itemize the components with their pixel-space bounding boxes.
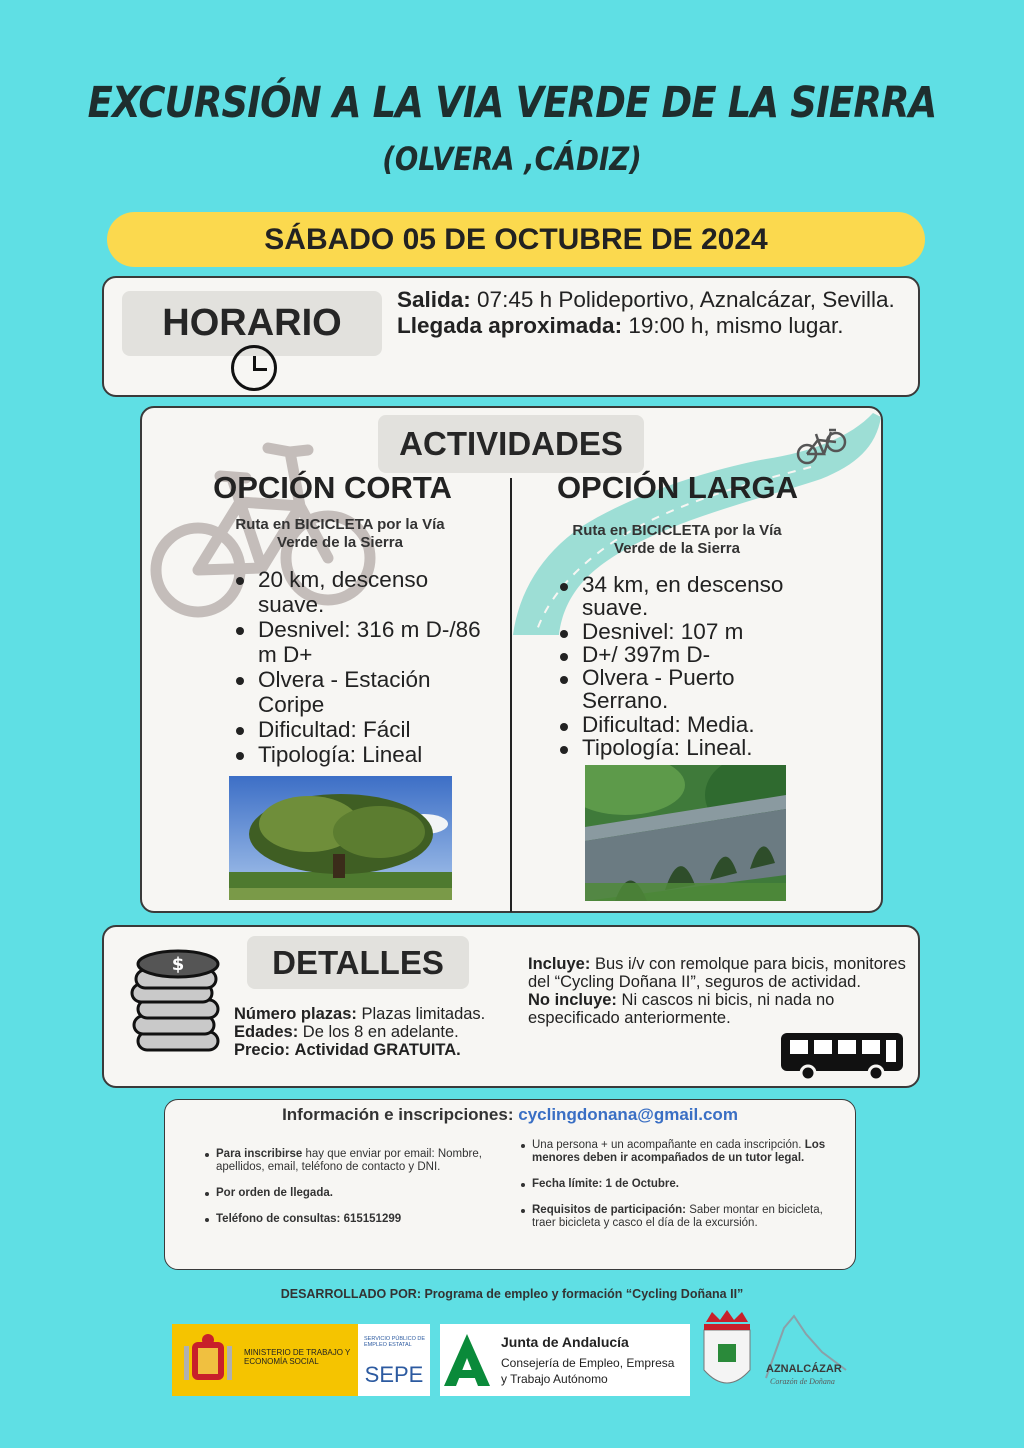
svg-text:$: $: [171, 954, 185, 975]
list-item: Requisitos de participación: Saber montar en bicicleta, traer bicicleta y casco el día de la excursión.: [518, 1204, 833, 1230]
aznalcazar-logo: [758, 1308, 866, 1396]
detalles-left: [234, 1005, 524, 1059]
aznalcazar-text: AZNALCÁZAR: [766, 1363, 842, 1375]
plazas-text: Plazas limitadas.: [361, 1005, 486, 1023]
junta-sub1: Consejería de Empleo, Empresa: [501, 1356, 675, 1370]
no-incluye-label: No incluye:: [528, 991, 617, 1009]
junta-title: Junta de Andalucía: [501, 1334, 629, 1350]
page-subtitle: (OLVERA ,CÁDIZ): [382, 140, 642, 178]
actividades-heading: ACTIVIDADES: [378, 415, 644, 473]
info-heading-label: Información e inscripciones:: [282, 1105, 514, 1124]
detalles-heading: DETALLES: [247, 936, 469, 989]
developed-by: DESARROLLADO POR: Programa de empleo y formación “Cycling Doñana II”: [280, 1287, 744, 1301]
list-item: Una persona + un acompañante en cada inscripción. Los menores deben ir acompañados de un tutor legal.: [518, 1139, 833, 1165]
municipal-shield-icon: [700, 1310, 754, 1398]
list-item: Teléfono de consultas: 615151299: [202, 1213, 512, 1226]
sepe-text: SEPE: [364, 1362, 424, 1387]
info-right-list: [518, 1139, 833, 1243]
precio-label: Precio:: [234, 1041, 290, 1059]
plazas-label: Número plazas:: [234, 1005, 357, 1023]
info-heading: [164, 1105, 856, 1125]
opcion-larga-route: Ruta en BICICLETA por la Vía Verde de la Sierra: [572, 522, 782, 557]
list-item: Tipología: Lineal: [234, 742, 494, 767]
list-item: Dificultad: Media.: [558, 713, 808, 736]
list-item: Fecha límite: 1 de Octubre.: [518, 1178, 833, 1191]
info-left-list: [202, 1148, 512, 1239]
list-item: Dificultad: Fácil: [234, 717, 494, 742]
junta-andalucia-logo: [440, 1324, 690, 1396]
junta-a-icon: [442, 1330, 492, 1390]
opcion-larga-list: [558, 573, 808, 759]
incluye-text: Bus i/v con remolque para bicis, monitores del “Cycling Doñana II”, seguros de actividad.: [528, 955, 906, 991]
ministerio-text: MINISTERIO DE TRABAJO Y ECONOMÍA SOCIAL: [244, 1348, 351, 1366]
edades-label: Edades:: [234, 1023, 299, 1041]
tree-photo: [229, 776, 452, 900]
sepe-small-text: SERVICIO PÚBLICO DE EMPLEO ESTATAL: [364, 1336, 426, 1348]
incluye-label: Incluye:: [528, 955, 591, 973]
aznalcazar-tagline: Corazón de Doñana: [770, 1377, 835, 1386]
llegada-text: 19:00 h, mismo lugar.: [628, 313, 844, 338]
edades-text: De los 8 en adelante.: [302, 1023, 459, 1041]
list-item: Desnivel: 316 m D-/86 m D+: [234, 617, 494, 667]
list-item: Para inscribirse hay que enviar por email: Nombre, apellidos, email, teléfono de contacto y DNI.: [202, 1148, 512, 1174]
list-item: 20 km, descenso suave.: [234, 567, 494, 617]
opcion-corta-route: Ruta en BICICLETA por la Vía Verde de la Sierra: [235, 516, 445, 551]
list-item: Olvera - Estación Coripe: [234, 667, 494, 717]
small-bicycle-icon: [796, 418, 848, 468]
llegada-label: Llegada aproximada:: [397, 313, 623, 338]
salida-text: 07:45 h Polideportivo, Aznalcázar, Sevilla.: [477, 287, 895, 312]
list-item: Por orden de llegada.: [202, 1187, 512, 1200]
coins-icon: [128, 948, 224, 1064]
clock-icon: [231, 345, 277, 391]
coat-of-arms-icon: [182, 1332, 234, 1388]
opcion-corta-list: [234, 567, 494, 767]
list-item: Olvera - Puerto Serrano.: [558, 666, 808, 713]
junta-sub2: y Trabajo Autónomo: [501, 1372, 608, 1386]
list-item: D+/ 397m D-: [558, 643, 808, 666]
viaduct-photo: [585, 765, 786, 901]
list-item: 34 km, en descenso suave.: [558, 573, 808, 620]
list-item: Desnivel: 107 m: [558, 620, 808, 643]
horario-heading: HORARIO: [122, 291, 382, 356]
contact-email-link[interactable]: cyclingdonana@gmail.com: [518, 1105, 738, 1124]
opcion-larga-title: OPCIÓN LARGA: [556, 470, 799, 505]
detalles-right: [528, 955, 908, 1027]
event-date-banner: SÁBADO 05 DE OCTUBRE DE 2024: [107, 212, 925, 267]
options-divider: [510, 478, 512, 912]
page-title: EXCURSIÓN A LA VIA VERDE DE LA SIERRA: [87, 78, 937, 128]
bus-icon: [778, 1030, 906, 1082]
sepe-logo: [358, 1324, 430, 1396]
list-item: Tipología: Lineal.: [558, 736, 808, 759]
precio-text: Actividad GRATUITA.: [294, 1041, 461, 1059]
salida-label: Salida:: [397, 287, 471, 312]
no-incluye-text: Ni cascos ni bicis, ni nada no especificado anteriormente.: [528, 991, 835, 1027]
horario-details: [397, 287, 907, 339]
ministerio-logo: [172, 1324, 358, 1396]
opcion-corta-title: OPCIÓN CORTA: [213, 470, 452, 505]
